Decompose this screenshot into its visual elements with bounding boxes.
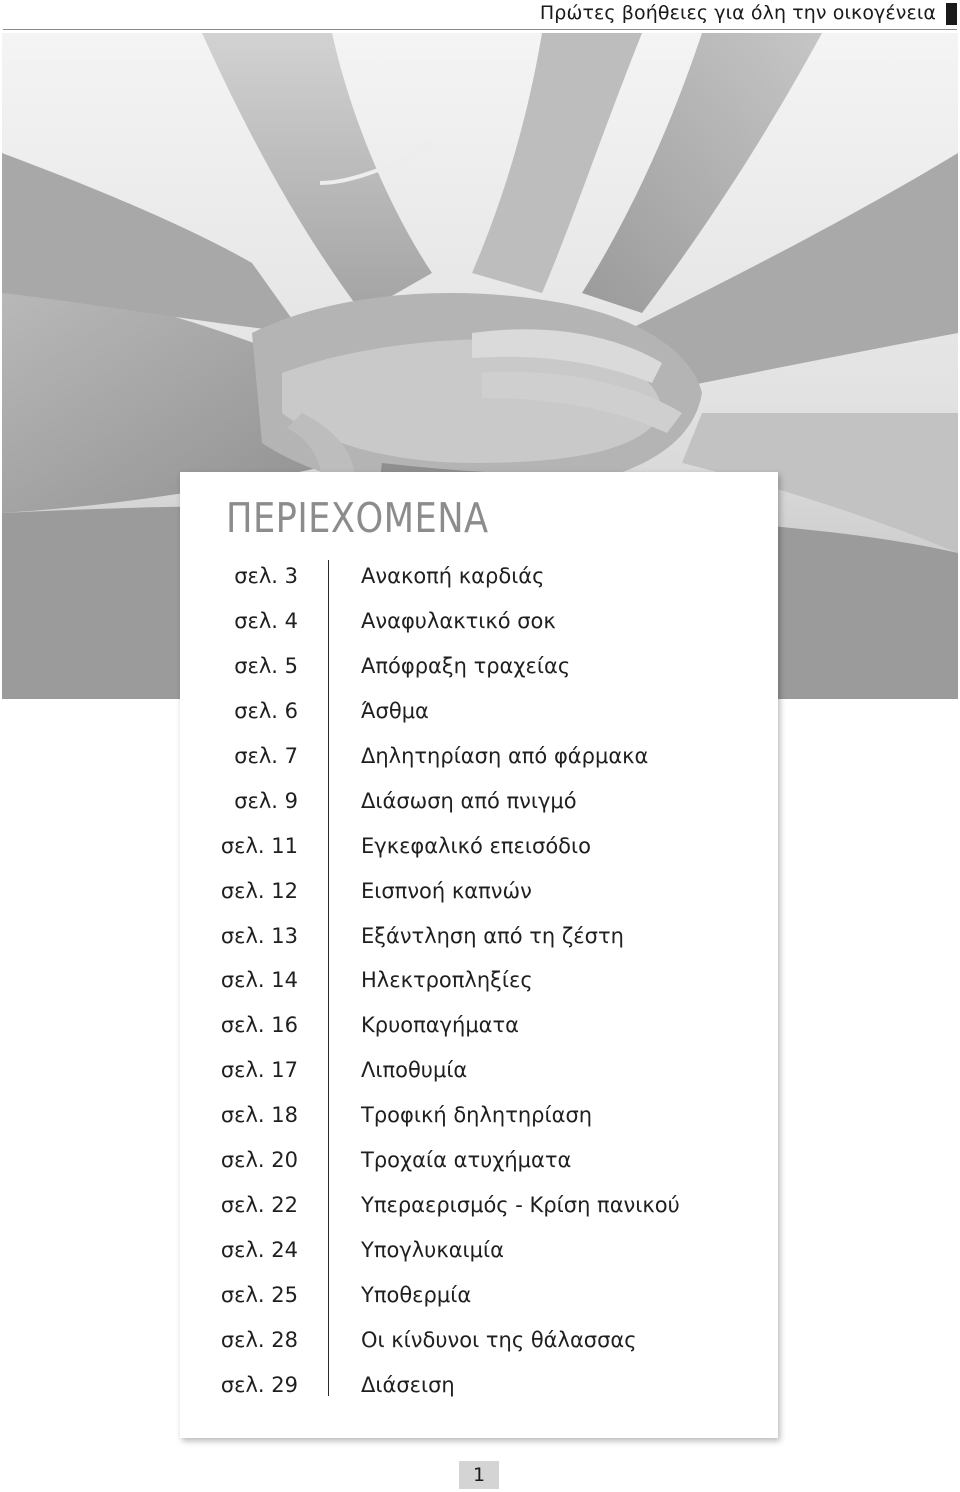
toc-entry-page: σελ. 25 [220,1283,298,1307]
header-rule [3,29,957,30]
toc-entry[interactable] [180,789,778,834]
toc-entry-topic: Τροχαία ατυχήματα [361,1148,572,1173]
toc-entry-topic: Εγκεφαλικό επεισόδιο [361,833,591,858]
table-of-contents [180,472,778,1438]
toc-entry-page: σελ. 22 [220,1193,298,1218]
toc-entry[interactable] [180,744,778,789]
toc-entry-page: σελ. 12 [220,878,298,903]
toc-entry-page: σελ. 4 [234,608,298,633]
header-marker-block [946,3,957,25]
toc-entry-topic: Υπογλυκαιμία [361,1238,504,1263]
toc-entry-topic: Ανακοπή καρδιάς [361,564,545,588]
toc-list [180,564,778,1418]
toc-title: ΠΕΡΙΕΧΟΜΕΝΑ [226,494,489,542]
toc-entry-topic: Δηλητηρίαση από φάρμακα [361,743,649,768]
toc-entry-page: σελ. 11 [220,833,298,858]
toc-entry[interactable] [180,924,778,969]
toc-entry-topic: Υπεραερισμός - Κρίση πανικού [361,1193,680,1218]
toc-entry-topic: Λιποθυμία [361,1058,468,1083]
toc-entry[interactable] [180,1058,778,1103]
toc-entry-page: σελ. 17 [220,1058,298,1083]
toc-entry[interactable] [180,968,778,1013]
document-title: Πρώτες βοήθειες για όλη την οικογένεια [539,2,936,24]
toc-entry-topic: Εξάντληση από τη ζέστη [361,923,624,948]
page-number-box [459,1461,499,1489]
toc-entry-page: σελ. 28 [220,1327,298,1352]
toc-entry-page: σελ. 18 [220,1103,298,1128]
toc-entry-topic: Διάσωση από πνιγμό [361,788,577,813]
toc-entry[interactable] [180,609,778,654]
toc-entry-topic: Υποθερμία [361,1283,472,1307]
page-header [0,0,960,30]
toc-entry[interactable] [180,1238,778,1283]
toc-entry-page: σελ. 13 [220,923,298,948]
toc-entry[interactable] [180,1148,778,1193]
toc-entry[interactable] [180,1373,778,1418]
toc-entry-topic: Εισπνοή καπνών [361,878,532,903]
toc-entry-page: σελ. 9 [234,788,298,813]
toc-entry-topic: Ηλεκτροπληξίες [361,968,533,993]
toc-entry-topic: Άσθμα [361,698,429,723]
toc-entry[interactable] [180,699,778,744]
toc-entry-topic: Τροφική δηλητηρίαση [361,1103,593,1128]
toc-entry-page: σελ. 29 [220,1372,298,1397]
toc-entry[interactable] [180,1193,778,1238]
toc-entry-topic: Κρυοπαγήματα [361,1013,520,1038]
toc-entry-topic: Διάσειση [361,1372,455,1397]
toc-entry[interactable] [180,1283,778,1328]
toc-entry-page: σελ. 5 [234,653,298,678]
toc-entry-page: σελ. 6 [234,698,298,723]
toc-entry-topic: Απόφραξη τραχείας [361,653,571,678]
toc-entry[interactable] [180,1013,778,1058]
page-number: 1 [472,1464,486,1486]
toc-entry-page: σελ. 16 [220,1013,298,1038]
toc-entry-page: σελ. 20 [220,1148,298,1173]
toc-entry-topic: Αναφυλακτικό σοκ [361,608,556,633]
toc-entry[interactable] [180,654,778,699]
toc-entry[interactable] [180,834,778,879]
toc-entry[interactable] [180,879,778,924]
toc-entry[interactable] [180,1103,778,1148]
toc-entry-page: σελ. 14 [220,968,298,993]
toc-entry-page: σελ. 3 [234,564,298,588]
toc-entry-topic: Οι κίνδυνοι της θάλασσας [361,1327,637,1352]
toc-entry[interactable] [180,1328,778,1373]
toc-entry[interactable] [180,564,778,609]
toc-entry-page: σελ. 7 [234,743,298,768]
toc-entry-page: σελ. 24 [220,1238,298,1263]
